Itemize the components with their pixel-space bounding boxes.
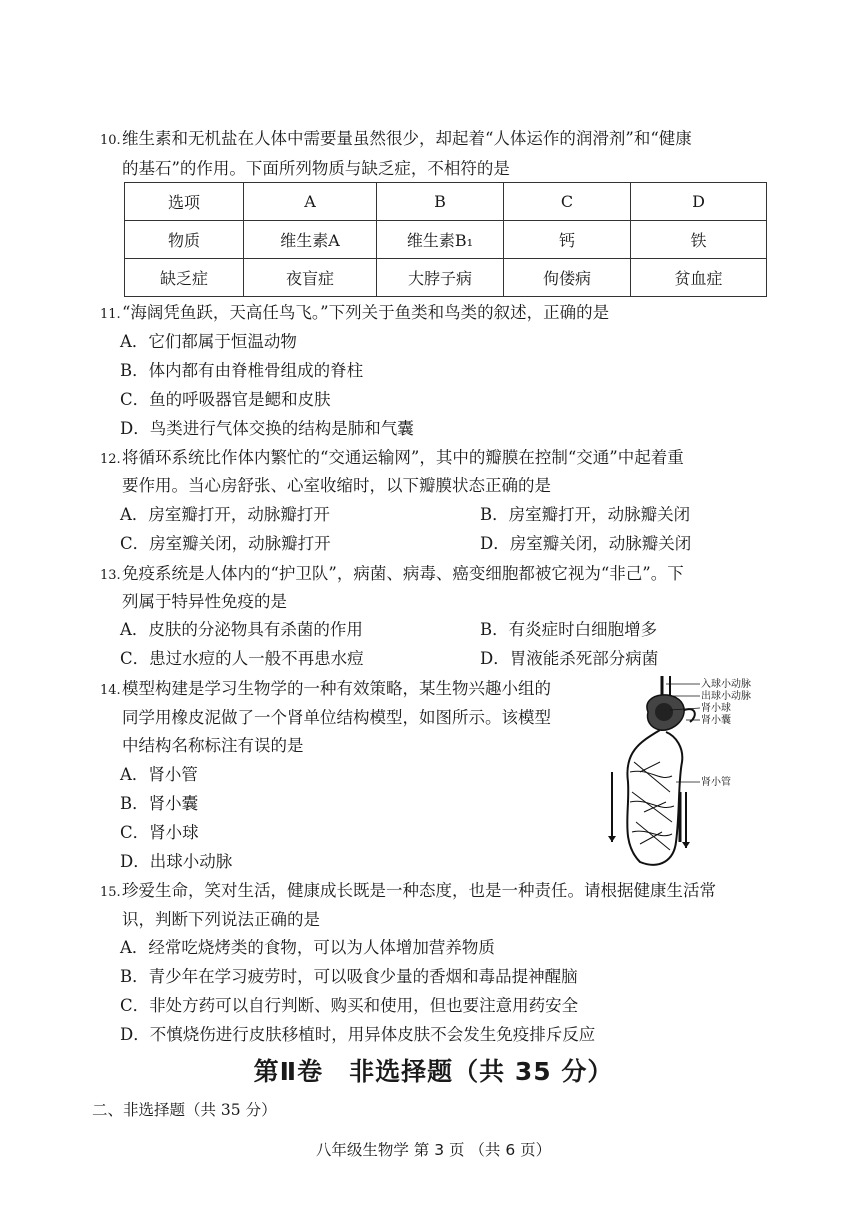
table-row: 物质 维生素A 维生素B₁ 钙 铁 [125, 221, 767, 259]
q11-stem: 11.“海阔凭鱼跃，天高任鸟飞。”下列关于鱼类和鸟类的叙述，正确的是 [100, 303, 610, 322]
q14-option-b: B．肾小囊 [120, 794, 199, 813]
q11-option-b: B．体内都有由脊椎骨组成的脊柱 [120, 361, 364, 380]
q13-option-c: C．患过水痘的人一般不再患水痘 [120, 649, 364, 668]
q12-option-c: C．房室瓣关闭，动脉瓣打开 [120, 534, 331, 553]
q14-option-d: D．出球小动脉 [120, 852, 233, 871]
q13-option-d: D．胃液能杀死部分病菌 [480, 649, 659, 668]
q12-option-a: A．房室瓣打开，动脉瓣打开 [120, 505, 330, 524]
q13-option-b: B．有炎症时白细胞增多 [480, 620, 658, 639]
q10-line1: 10.维生素和无机盐在人体中需要量虽然很少，却起着“人体运作的润滑剂”和“健康 [100, 124, 692, 156]
figure-label-efferent: 出球小动脉 [701, 691, 751, 702]
q10-number: 10. [100, 133, 121, 148]
q13-line1: 13.免疫系统是人体内的“护卫队”，病菌、病毒、癌变细胞都被它视为“非己”。下 [100, 564, 684, 583]
table-row: 选项 A B C D [125, 183, 767, 221]
q14-line3: 中结构名称标注有误的是 [122, 736, 304, 755]
q11-option-a: A．它们都属于恒温动物 [120, 332, 297, 351]
figure-label-glomerulus: 肾小球 [701, 703, 731, 714]
q13-line2: 列属于特异性免疫的是 [122, 592, 287, 611]
section-subtitle: 二、非选择题（共 35 分） [92, 1101, 277, 1119]
q14-option-c: C．肾小球 [120, 823, 199, 842]
q15-line1: 15.珍爱生命，笑对生活，健康成长既是一种态度，也是一种责任。请根据健康生活常 [100, 881, 716, 900]
table-row: 缺乏症 夜盲症 大脖子病 佝偻病 贫血症 [125, 259, 767, 297]
figure-label-tubule: 肾小管 [701, 777, 731, 788]
q10-table [124, 182, 767, 297]
figure-label-capsule: 肾小囊 [701, 715, 731, 726]
q12-line2: 要作用。当心房舒张、心室收缩时，以下瓣膜状态正确的是 [122, 476, 551, 495]
q15-option-d: D．不慎烧伤进行皮肤移植时，用异体皮肤不会发生免疫排斥反应 [120, 1025, 596, 1044]
section-title: 第Ⅱ卷 非选择题（共 35 分） [253, 1057, 614, 1086]
q12-option-d: D．房室瓣关闭，动脉瓣关闭 [480, 534, 692, 553]
q14-line2: 同学用橡皮泥做了一个肾单位结构模型，如图所示。该模型 [122, 708, 551, 727]
nephron-model-figure [600, 672, 760, 872]
q12-option-b: B．房室瓣打开，动脉瓣关闭 [480, 505, 691, 524]
q15-option-a: A．经常吃烧烤类的食物，可以为人体增加营养物质 [120, 938, 495, 957]
q14-option-a: A．肾小管 [120, 765, 198, 784]
page-footer: 八年级生物学 第 3 页 （共 6 页） [315, 1141, 552, 1159]
q15-option-b: B．青少年在学习疲劳时，可以吸食少量的香烟和毒品提神醒脑 [120, 967, 578, 986]
q13-option-a: A．皮肤的分泌物具有杀菌的作用 [120, 620, 363, 639]
q15-line2: 识，判断下列说法正确的是 [122, 910, 320, 929]
q15-option-c: C．非处方药可以自行判断、购买和使用，但也要注意用药安全 [120, 996, 579, 1015]
q14-line1: 14.模型构建是学习生物学的一种有效策略，某生物兴趣小组的 [100, 679, 551, 698]
figure-label-afferent: 入球小动脉 [701, 679, 751, 690]
q12-line1: 12.将循环系统比作体内繁忙的“交通运输网”，其中的瓣膜在控制“交通”中起着重 [100, 448, 684, 467]
q11-option-c: C．鱼的呼吸器官是鳃和皮肤 [120, 390, 331, 409]
q11-option-d: D．鸟类进行气体交换的结构是肺和气囊 [120, 419, 414, 438]
q10-line2: 的基石”的作用。下面所列物质与缺乏症，不相符的是 [122, 159, 510, 178]
